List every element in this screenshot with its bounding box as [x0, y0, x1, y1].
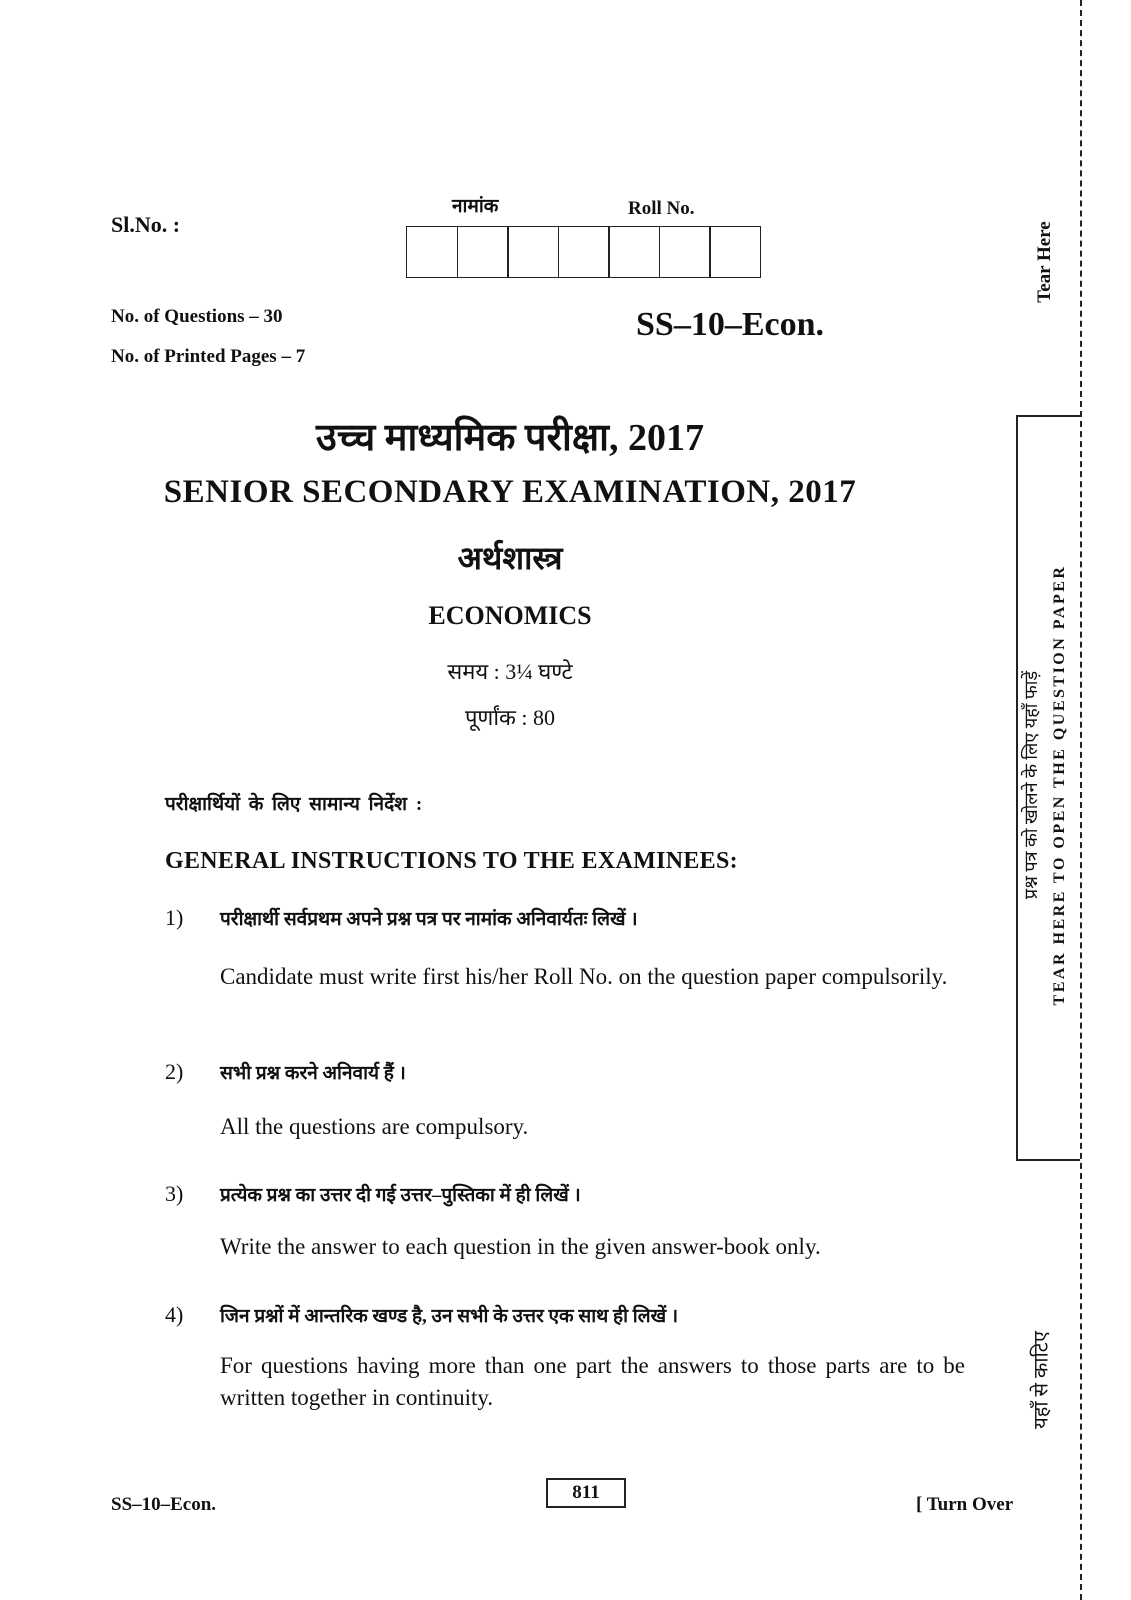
paper-code: SS–10–Econ. — [636, 306, 824, 343]
maximum-marks: पूर्णांक : 80 — [464, 705, 556, 730]
footer-page-code: 811 — [546, 1478, 626, 1508]
instructions-heading-english: GENERAL INSTRUCTIONS TO THE EXAMINEES: — [165, 848, 738, 874]
roll-number-hindi-label: नामांक — [452, 196, 499, 217]
exam-title-hindi: उच्च माध्यमिक परीक्षा, 2017 — [316, 417, 704, 459]
instruction-text-hindi: परीक्षार्थी सर्वप्रथम अपने प्रश्न पत्र पर नामांक अनिवार्यतः लिखें । — [220, 909, 638, 930]
roll-number-boxes — [406, 226, 761, 278]
exam-title-english: SENIOR SECONDARY EXAMINATION, 2017 — [163, 474, 857, 510]
turn-over-label: [ Turn Over — [916, 1494, 1014, 1515]
cut-here-label: यहाँ से काटिए — [1030, 1331, 1053, 1429]
instruction-number: 1) — [165, 905, 184, 930]
instruction-text-english: For questions having more than one part the answers to those parts are to be written together in continuity. — [220, 1353, 965, 1410]
instruction-text-hindi: प्रत्येक प्रश्न का उत्तर दी गई उत्तर–पुस्तिका में ही लिखें । — [220, 1185, 581, 1206]
time-allowed: समय : 3¼ घण्टे — [447, 659, 573, 684]
roll-digit-box[interactable] — [406, 226, 458, 278]
tear-dashed-line — [1080, 0, 1082, 1600]
roll-digit-box[interactable] — [558, 226, 610, 278]
instruction-text-english: All the questions are compulsory. — [220, 1114, 529, 1139]
instruction-text-hindi: सभी प्रश्न करने अनिवार्य हैं । — [220, 1063, 406, 1084]
footer-paper-code: SS–10–Econ. — [111, 1494, 217, 1515]
instruction-number: 3) — [165, 1181, 184, 1206]
number-of-questions: No. of Questions – 30 — [111, 306, 283, 327]
instruction-text-english: Candidate must write first his/her Roll No. on the question paper compulsorily. — [220, 964, 948, 989]
instruction-text-hindi: जिन प्रश्नों में आन्तरिक खण्ड है, उन सभी के उत्तर एक साथ ही लिखें । — [220, 1306, 679, 1327]
roll-digit-box[interactable] — [659, 226, 711, 278]
instruction-text-english: Write the answer to each question in the given answer-book only. — [220, 1234, 821, 1259]
number-of-printed-pages: No. of Printed Pages – 7 — [111, 346, 306, 367]
subject-title-hindi: अर्थशास्त्र — [457, 540, 563, 576]
subject-title-english: ECONOMICS — [428, 601, 592, 630]
serial-number-label: Sl.No. : — [111, 212, 181, 237]
roll-digit-box[interactable] — [608, 226, 660, 278]
roll-digit-box[interactable] — [507, 226, 559, 278]
roll-digit-box[interactable] — [457, 226, 509, 278]
roll-digit-box[interactable] — [709, 226, 761, 278]
instructions-heading-hindi: परीक्षार्थियों के लिए सामान्य निर्देश : — [165, 794, 423, 815]
instruction-number: 2) — [165, 1059, 184, 1084]
tear-instruction-english: TEAR HERE TO OPEN THE QUESTION PAPER — [1051, 564, 1068, 1006]
tear-instruction-hindi: प्रश्न पत्र को खोलने के लिए यहाँ फाड़ें — [1021, 670, 1041, 900]
instruction-number: 4) — [165, 1302, 184, 1327]
roll-number-label: Roll No. — [628, 198, 695, 219]
tear-here-label: Tear Here — [1034, 221, 1055, 303]
